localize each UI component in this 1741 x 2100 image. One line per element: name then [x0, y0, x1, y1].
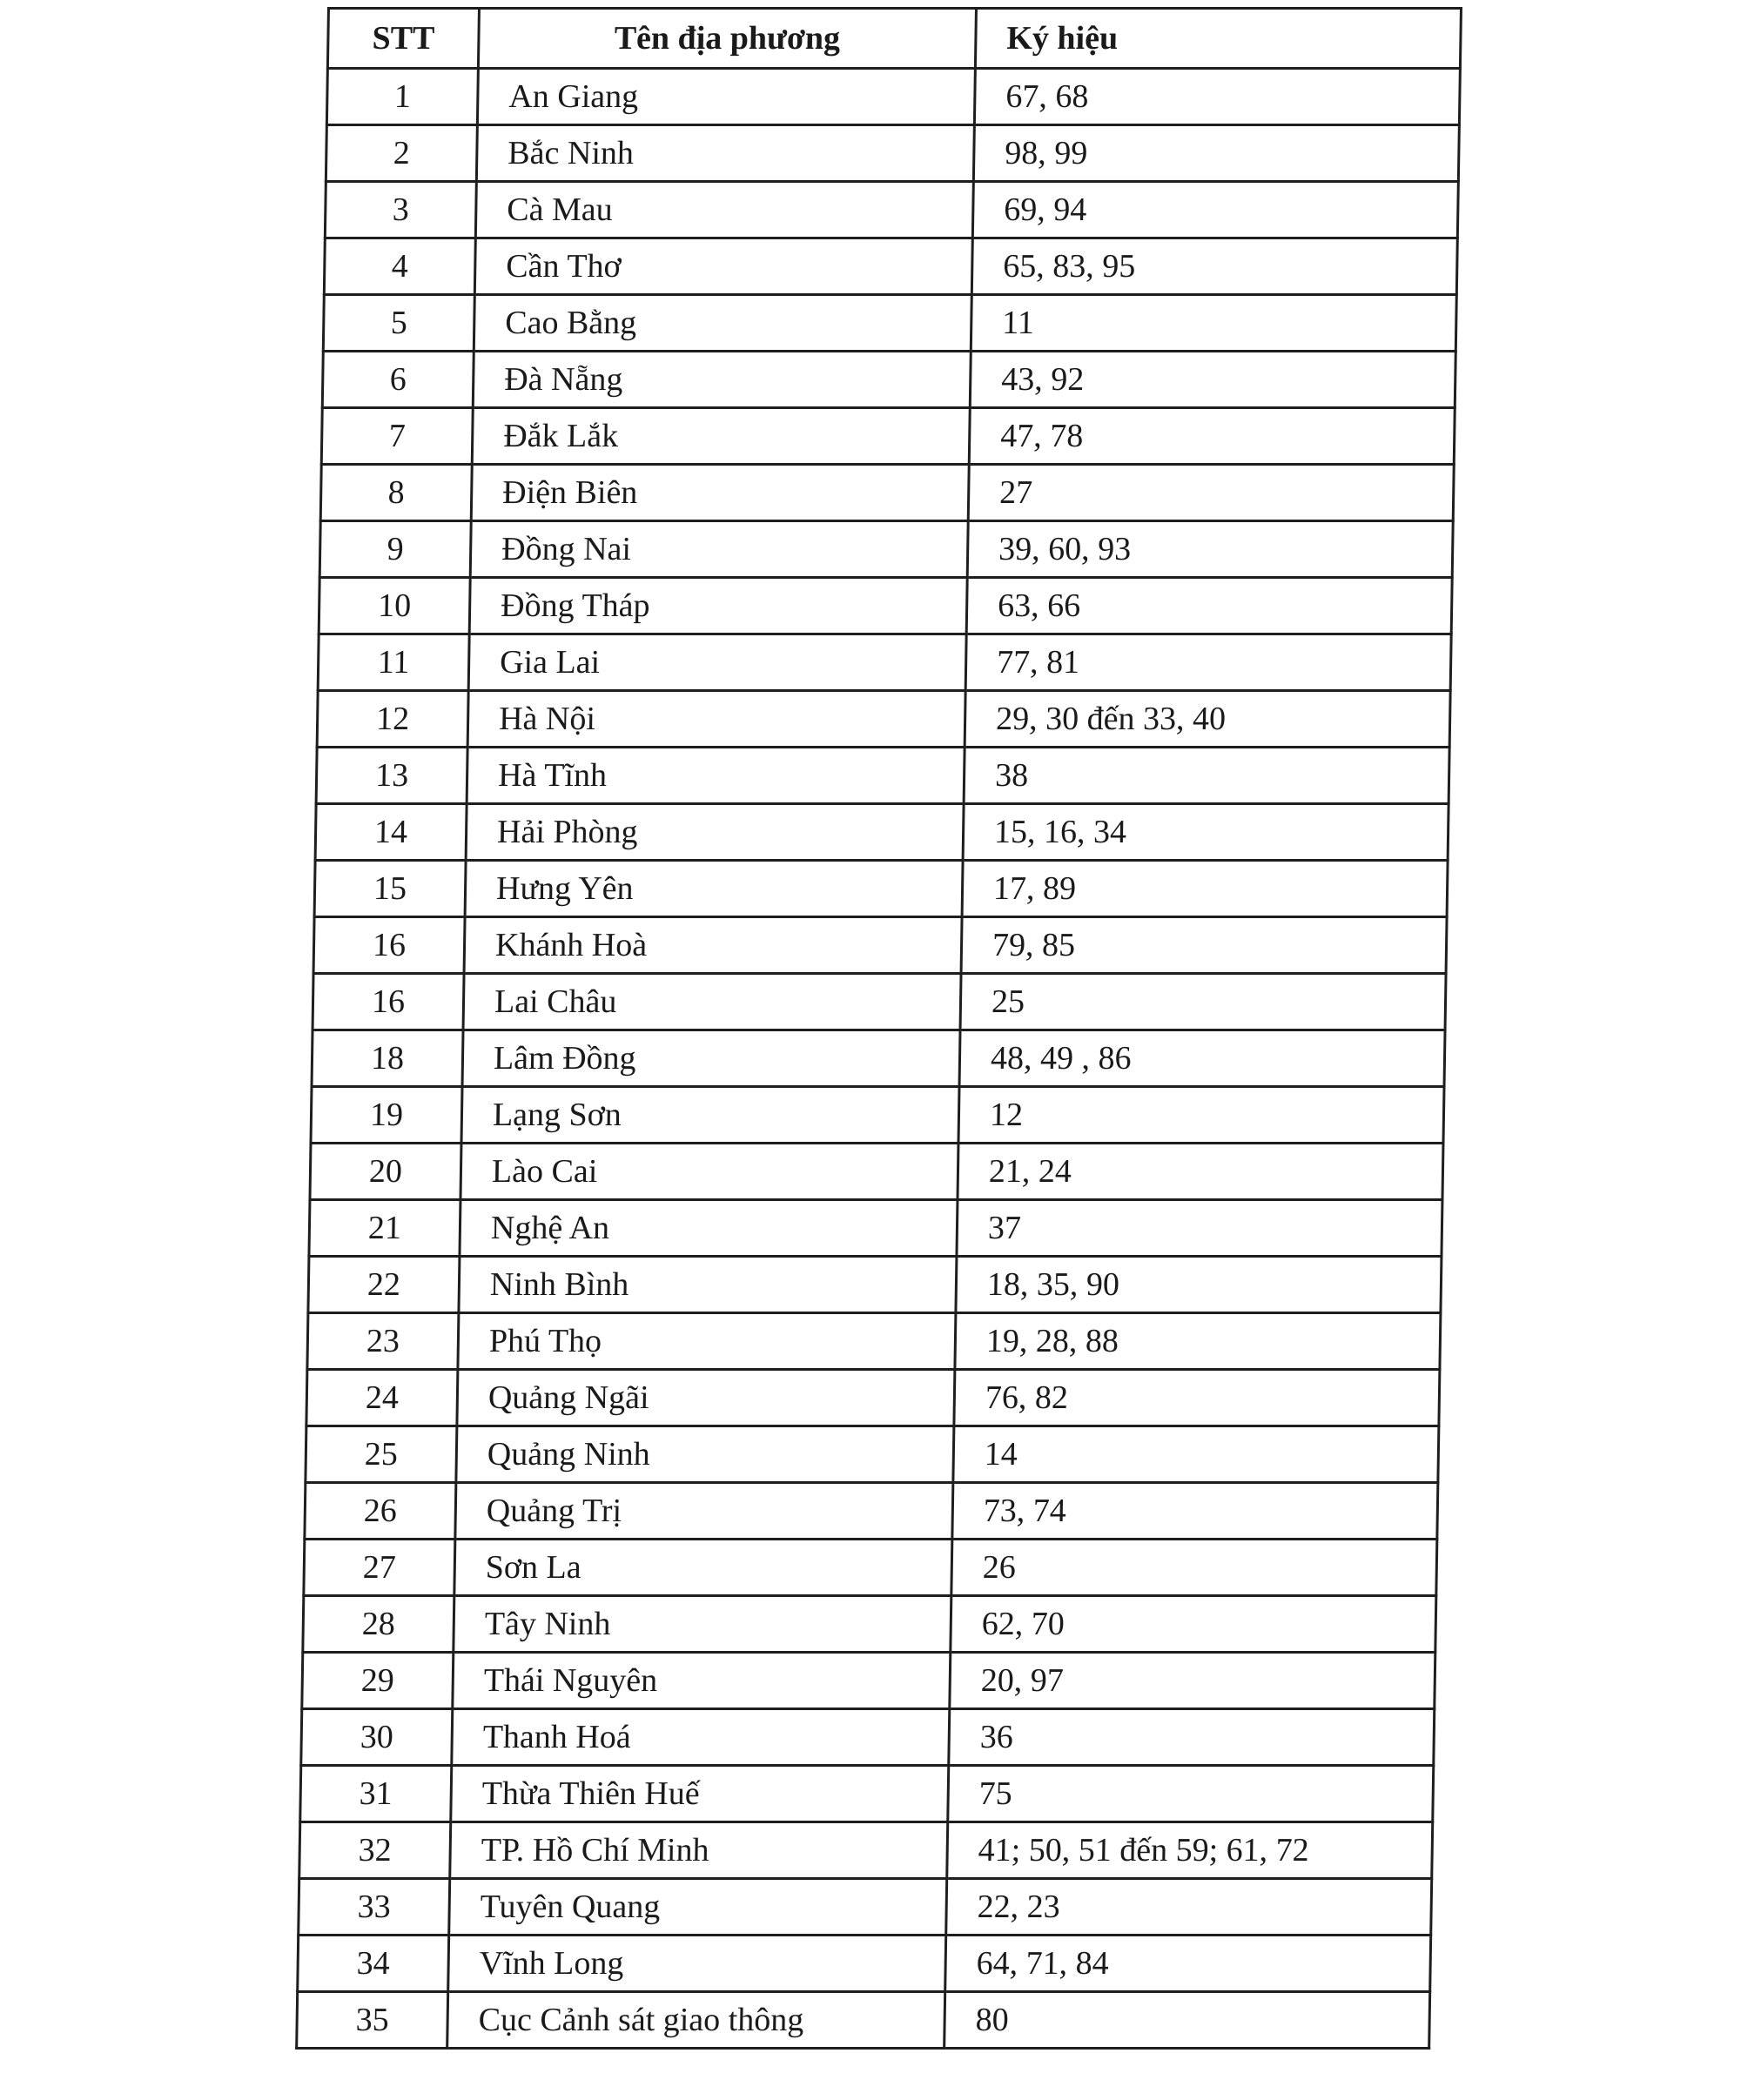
row-name: Lạng Sơn: [461, 1087, 959, 1144]
row-code: 63, 66: [966, 578, 1452, 634]
row-stt: 27: [304, 1540, 455, 1596]
row-stt: 5: [323, 295, 474, 352]
row-code: 69, 94: [972, 182, 1458, 238]
table-row: [313, 917, 1447, 974]
row-code: 15, 16, 34: [963, 804, 1449, 861]
row-stt: 31: [300, 1766, 452, 1822]
table-row: [318, 634, 1451, 691]
table-row: [312, 1030, 1445, 1087]
row-code: 41; 50, 51 đến 59; 61, 72: [947, 1822, 1433, 1879]
row-stt: 32: [299, 1822, 451, 1879]
row-stt: 24: [306, 1370, 458, 1426]
row-code: 26: [951, 1540, 1437, 1596]
table-row: [305, 1483, 1438, 1540]
row-stt: 4: [324, 238, 475, 295]
row-code: 25: [960, 974, 1446, 1030]
row-code: 20, 97: [950, 1653, 1435, 1709]
row-stt: 29: [302, 1653, 454, 1709]
row-name: Gia Lai: [468, 634, 966, 691]
row-code: 67, 68: [974, 69, 1460, 125]
row-code: 18, 35, 90: [956, 1257, 1442, 1313]
row-name: Cao Bằng: [474, 295, 971, 352]
row-name: Hưng Yên: [465, 861, 963, 917]
row-stt: 26: [305, 1483, 456, 1540]
row-code: 76, 82: [954, 1370, 1440, 1426]
row-code: 12: [958, 1087, 1444, 1144]
row-code: 17, 89: [962, 861, 1448, 917]
row-stt: 12: [317, 691, 468, 748]
row-code: 14: [953, 1426, 1439, 1483]
table-row: [323, 295, 1456, 352]
row-stt: 21: [309, 1200, 460, 1257]
table-row: [309, 1200, 1442, 1257]
table-row: [304, 1540, 1437, 1596]
row-name: Lâm Đồng: [462, 1030, 960, 1087]
table-row: [313, 974, 1446, 1030]
table-row: [321, 408, 1455, 465]
row-name: Hải Phòng: [466, 804, 964, 861]
row-name: Thái Nguyên: [453, 1653, 951, 1709]
row-name: An Giang: [477, 69, 975, 125]
row-name: Thừa Thiên Huế: [451, 1766, 949, 1822]
row-name: Lai Châu: [463, 974, 961, 1030]
table-row: [301, 1709, 1435, 1766]
header-row: [327, 9, 1461, 69]
row-code: 48, 49 , 86: [959, 1030, 1445, 1087]
row-stt: 8: [320, 465, 472, 521]
table-row: [303, 1596, 1436, 1653]
row-name: Vĩnh Long: [448, 1936, 946, 1992]
row-code: 22, 23: [946, 1879, 1432, 1936]
row-code: 11: [971, 295, 1456, 352]
table-row: [299, 1822, 1433, 1879]
row-name: Lào Cai: [460, 1144, 958, 1200]
row-name: Quảng Ngãi: [457, 1370, 955, 1426]
table-row: [319, 521, 1453, 578]
table-row: [322, 352, 1455, 408]
row-stt: 9: [319, 521, 471, 578]
row-name: Quảng Trị: [455, 1483, 953, 1540]
table-row: [314, 861, 1448, 917]
row-name: Tuyên Quang: [449, 1879, 947, 1936]
table-row: [319, 578, 1452, 634]
row-code: 65, 83, 95: [971, 238, 1457, 295]
row-stt: 11: [318, 634, 469, 691]
row-stt: 1: [326, 69, 478, 125]
row-stt: 10: [319, 578, 470, 634]
row-name: Đắk Lắk: [472, 408, 970, 465]
table-row: [324, 238, 1457, 295]
row-name: Hà Tĩnh: [467, 748, 965, 804]
row-stt: 18: [312, 1030, 463, 1087]
row-code: 36: [949, 1709, 1435, 1766]
table-row: [326, 69, 1460, 125]
table-body: [297, 69, 1461, 2049]
row-name: Quảng Ninh: [456, 1426, 954, 1483]
table-row: [311, 1087, 1444, 1144]
row-name: Cà Mau: [475, 182, 973, 238]
table-row: [297, 1992, 1430, 2049]
row-code: 77, 81: [965, 634, 1451, 691]
table-row: [306, 1426, 1439, 1483]
row-code: 43, 92: [970, 352, 1455, 408]
row-stt: 16: [313, 974, 464, 1030]
row-stt: 15: [314, 861, 466, 917]
table-row: [317, 691, 1450, 748]
row-name: Thanh Hoá: [452, 1709, 950, 1766]
row-stt: 25: [306, 1426, 457, 1483]
row-stt: 14: [315, 804, 467, 861]
row-code: 27: [968, 465, 1454, 521]
row-stt: 3: [325, 182, 476, 238]
row-stt: 33: [299, 1879, 450, 1936]
row-code: 19, 28, 88: [955, 1313, 1441, 1370]
row-code: 79, 85: [961, 917, 1447, 974]
row-stt: 34: [298, 1936, 449, 1992]
row-stt: 22: [308, 1257, 460, 1313]
row-name: Đà Nẵng: [473, 352, 971, 408]
row-name: Ninh Bình: [459, 1257, 957, 1313]
row-stt: 13: [316, 748, 467, 804]
row-name: Tây Ninh: [454, 1596, 951, 1653]
row-stt: 2: [326, 125, 477, 182]
row-code: 47, 78: [969, 408, 1455, 465]
header-code: Ký hiệu: [975, 9, 1461, 69]
row-name: Bắc Ninh: [476, 125, 974, 182]
row-stt: 30: [301, 1709, 453, 1766]
row-stt: 23: [307, 1313, 459, 1370]
row-code: 80: [944, 1992, 1430, 2049]
table-row: [302, 1653, 1435, 1709]
row-code: 39, 60, 93: [967, 521, 1453, 578]
table-row: [316, 748, 1449, 804]
row-code: 21, 24: [958, 1144, 1443, 1200]
table-row: [298, 1936, 1431, 1992]
row-name: Phú Thọ: [458, 1313, 956, 1370]
table-row: [306, 1370, 1440, 1426]
table-row: [300, 1766, 1434, 1822]
row-stt: 20: [310, 1144, 461, 1200]
row-stt: 16: [313, 917, 465, 974]
row-code: 73, 74: [952, 1483, 1438, 1540]
row-name: TP. Hồ Chí Minh: [450, 1822, 948, 1879]
table-row: [299, 1879, 1432, 1936]
row-code: 75: [948, 1766, 1434, 1822]
row-name: Cần Thơ: [474, 238, 972, 295]
province-code-table: [295, 7, 1462, 2050]
table-row: [308, 1257, 1442, 1313]
table-row: [315, 804, 1449, 861]
row-name: Đồng Nai: [470, 521, 968, 578]
row-name: Đồng Tháp: [469, 578, 967, 634]
row-name: Nghệ An: [460, 1200, 958, 1257]
row-stt: 6: [322, 352, 474, 408]
row-stt: 7: [321, 408, 473, 465]
table-row: [326, 125, 1459, 182]
header-stt: STT: [327, 9, 479, 69]
row-code: 62, 70: [951, 1596, 1436, 1653]
table-row: [325, 182, 1458, 238]
row-code: 37: [957, 1200, 1442, 1257]
table-row: [310, 1144, 1443, 1200]
row-name: Sơn La: [454, 1540, 952, 1596]
row-stt: 35: [297, 1992, 448, 2049]
row-stt: 28: [303, 1596, 454, 1653]
header-name: Tên địa phương: [478, 9, 976, 69]
table-row: [320, 465, 1454, 521]
row-name: Điện Biên: [471, 465, 969, 521]
row-name: Hà Nội: [467, 691, 965, 748]
table-row: [307, 1313, 1441, 1370]
row-stt: 19: [311, 1087, 462, 1144]
row-code: 38: [964, 748, 1449, 804]
row-code: 29, 30 đến 33, 40: [965, 691, 1450, 748]
row-name: Khánh Hoà: [464, 917, 962, 974]
row-name: Cục Cảnh sát giao thông: [447, 1992, 945, 2049]
row-code: 98, 99: [973, 125, 1459, 182]
row-code: 64, 71, 84: [945, 1936, 1431, 1992]
table-header: [327, 9, 1461, 69]
